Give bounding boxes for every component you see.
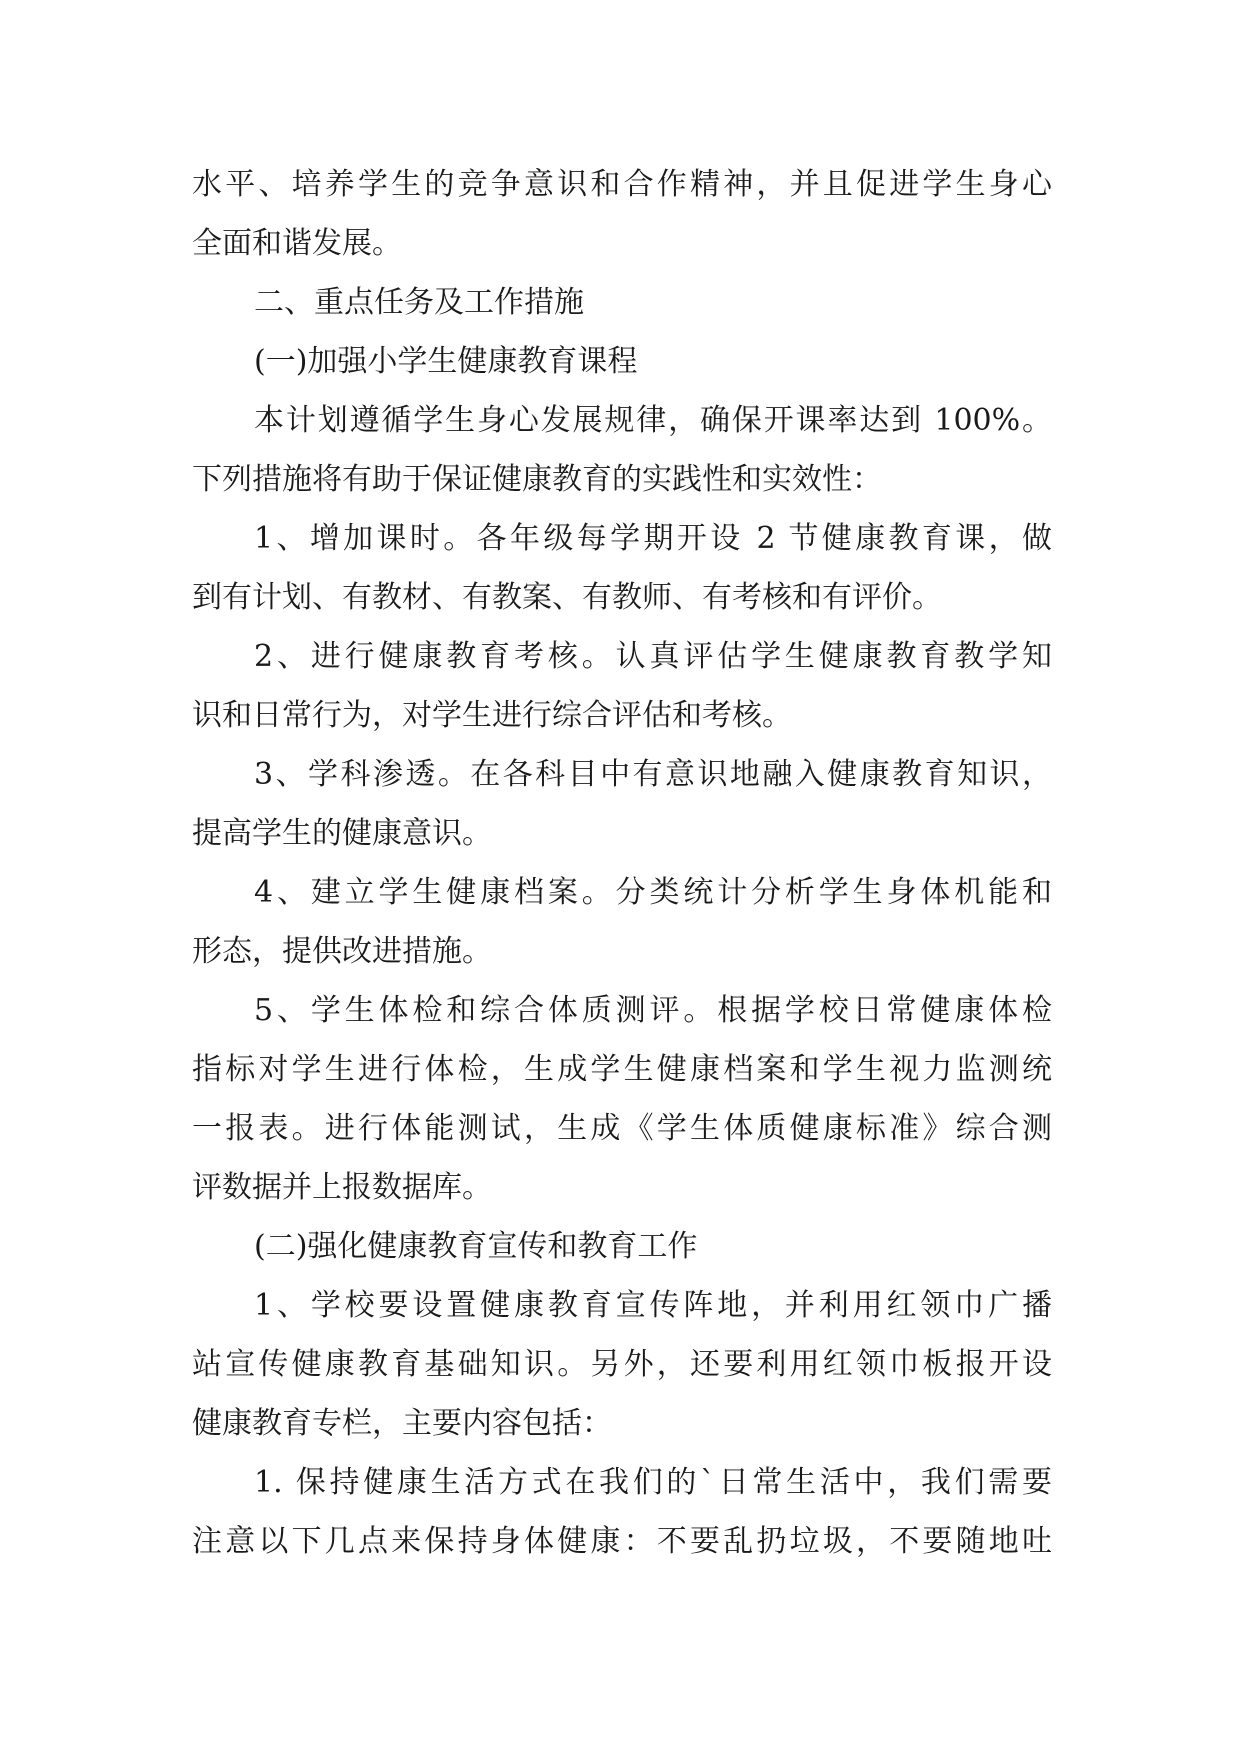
text-line: 评数据并上报数据库。 [192,1170,492,1205]
text-line: 全面和谐发展。 [192,226,402,261]
text-line: 形态，提供改进措施。 [192,934,492,969]
text-line: 1. 保持健康生活方式在我们的`日常生活中，我们需要 [254,1465,1052,1500]
text-line: 注意以下几点来保持身体健康：不要乱扔垃圾，不要随地吐 [192,1524,1052,1559]
text-line: 健康教育专栏，主要内容包括： [192,1406,612,1441]
document-body [192,155,1052,1571]
text-line: 提高学生的健康意识。 [192,816,492,851]
text-line: 1、学校要设置健康教育宣传阵地，并利用红领巾广播 [254,1288,1052,1323]
text-line: (一)加强小学生健康教育课程 [254,344,638,379]
text-line: 到有计划、有教材、有教案、有教师、有考核和有评价。 [192,580,942,615]
text-line: 4、建立学生健康档案。分类统计分析学生身体机能和 [254,875,1052,910]
text-line: 二、重点任务及工作措施 [254,285,584,320]
text-line: 5、学生体检和综合体质测评。根据学校日常健康体检 [254,993,1052,1028]
text-line: 2、进行健康教育考核。认真评估学生健康教育教学知 [254,639,1052,674]
text-line: 1、增加课时。各年级每学期开设 2 节健康教育课，做 [254,521,1052,556]
text-line: 站宣传健康教育基础知识。另外，还要利用红领巾板报开设 [192,1347,1052,1382]
text-line: 3、学科渗透。在各科目中有意识地融入健康教育知识， [254,757,1052,792]
text-line: 水平、培养学生的竞争意识和合作精神，并且促进学生身心 [192,167,1052,202]
text-line: 一报表。进行体能测试，生成《学生体质健康标准》综合测 [192,1111,1052,1146]
text-line: 识和日常行为，对学生进行综合评估和考核。 [192,698,792,733]
text-line: 下列措施将有助于保证健康教育的实践性和实效性： [192,462,882,497]
text-line: (二)强化健康教育宣传和教育工作 [254,1229,698,1264]
text-line: 指标对学生进行体检，生成学生健康档案和学生视力监测统 [192,1052,1052,1087]
text-line: 本计划遵循学生身心发展规律，确保开课率达到 100%。 [254,403,1052,438]
